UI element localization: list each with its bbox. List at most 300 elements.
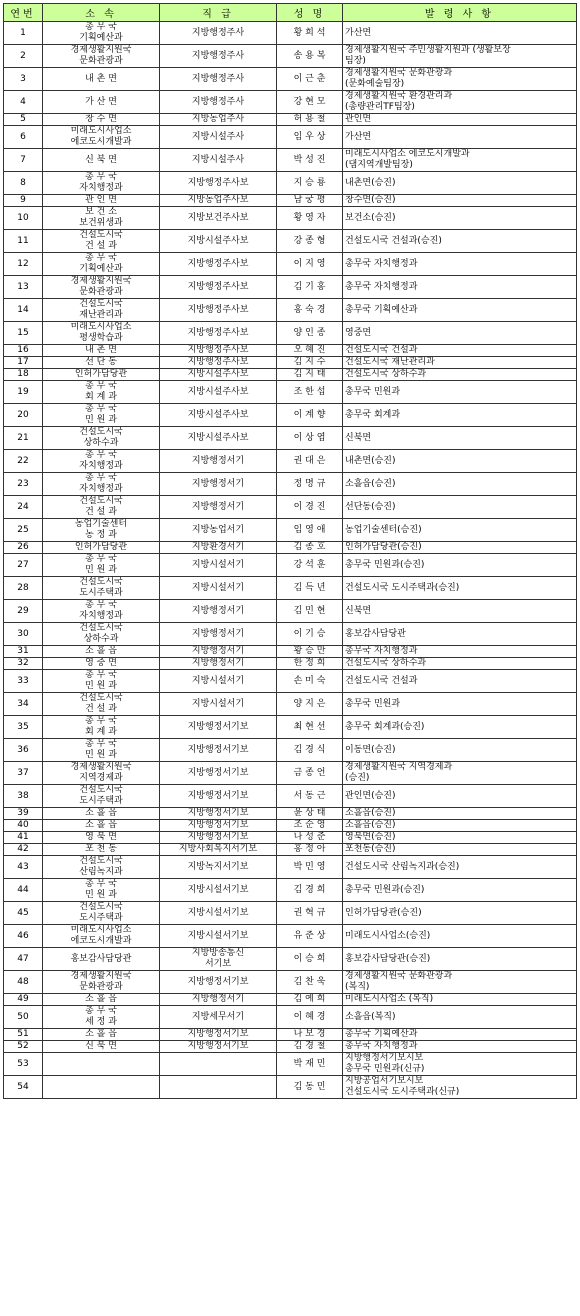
row-name: 김 지 수 (277, 357, 343, 369)
row-order: 소흘읍(승진) (343, 808, 577, 820)
row-department: 경제생활지원국 지역경제과 (43, 762, 160, 785)
row-order: 총무국 자치행정과 (343, 276, 577, 299)
header-row (4, 4, 577, 22)
table-row (4, 114, 577, 126)
row-department: 신 북 면 (43, 149, 160, 172)
row-order: 건설도시국 건설과 (343, 345, 577, 357)
row-number: 14 (4, 299, 43, 322)
row-rank: 지방농업주사보 (160, 195, 277, 207)
row-number: 3 (4, 68, 43, 91)
row-number: 45 (4, 902, 43, 925)
row-department: 경제생활지원국 문화관광과 (43, 276, 160, 299)
table-body (4, 22, 577, 1099)
row-department: 총 무 국 세 정 과 (43, 1006, 160, 1029)
row-rank: 지방시설주사보 (160, 381, 277, 404)
row-rank: 지방시설주사보 (160, 230, 277, 253)
row-name: 금 종 언 (277, 762, 343, 785)
row-order: 미래도시사업소 에코도시개발과 (댐지역개발팀장) (343, 149, 577, 172)
table-row (4, 948, 577, 971)
row-name: 강 현 모 (277, 91, 343, 114)
row-number: 31 (4, 646, 43, 658)
row-number: 24 (4, 496, 43, 519)
row-number: 44 (4, 879, 43, 902)
row-rank: 지방시설서기보 (160, 902, 277, 925)
row-department: 건설도시국 도시주택과 (43, 902, 160, 925)
row-order: 경제생활지원국 문화관광과 (문화예술팀장) (343, 68, 577, 91)
row-rank: 지방행정서기보 (160, 820, 277, 832)
row-rank: 지방행정주사보 (160, 276, 277, 299)
row-name: 황 승 만 (277, 646, 343, 658)
row-order: 건설도시국 건설과 (343, 670, 577, 693)
table-row (4, 658, 577, 670)
row-rank: 지방행정서기 (160, 658, 277, 670)
row-department: 소 흘 읍 (43, 646, 160, 658)
table-row (4, 971, 577, 994)
table-row (4, 577, 577, 600)
row-number: 23 (4, 473, 43, 496)
row-rank: 지방행정주사 (160, 45, 277, 68)
table-row (4, 820, 577, 832)
row-rank: 지방시설주사 (160, 149, 277, 172)
row-rank: 지방행정서기보 (160, 716, 277, 739)
row-order: 경제생활지원국 주민생활지원과 (생활보장 팀장) (343, 45, 577, 68)
col-header-department: 소 속 (43, 4, 160, 22)
table-row (4, 299, 577, 322)
row-number: 18 (4, 369, 43, 381)
row-order: 지방공업서기보시보 건설도시국 도시주택과(신규) (343, 1076, 577, 1099)
row-rank: 지방행정서기보 (160, 1029, 277, 1041)
row-rank: 지방녹지서기보 (160, 856, 277, 879)
row-number: 8 (4, 172, 43, 195)
row-department: 건설도시국 건 설 과 (43, 693, 160, 716)
table-row (4, 623, 577, 646)
row-department: 내 촌 면 (43, 345, 160, 357)
row-number: 28 (4, 577, 43, 600)
row-name: 양 지 은 (277, 693, 343, 716)
row-department: 총 무 국 민 원 과 (43, 404, 160, 427)
row-number: 37 (4, 762, 43, 785)
row-department (43, 1053, 160, 1076)
row-order: 관인면 (343, 114, 577, 126)
table-row (4, 739, 577, 762)
row-name: 김 찬 욱 (277, 971, 343, 994)
row-order: 소흘읍(승진) (343, 820, 577, 832)
row-name: 김 경 식 (277, 739, 343, 762)
row-order: 총무국 회계과(승진) (343, 716, 577, 739)
row-department: 신 북 면 (43, 1041, 160, 1053)
row-department: 총 무 국 기획예산과 (43, 22, 160, 45)
row-order: 농업기술센터(승진) (343, 519, 577, 542)
table-row (4, 195, 577, 207)
row-rank: 지방시설주사보 (160, 404, 277, 427)
row-department: 내 촌 면 (43, 68, 160, 91)
row-number: 21 (4, 427, 43, 450)
row-department: 총 무 국 민 원 과 (43, 554, 160, 577)
row-rank: 지방행정서기 (160, 496, 277, 519)
table-row (4, 1029, 577, 1041)
personnel-table (3, 3, 577, 1099)
row-name: 송 용 복 (277, 45, 343, 68)
row-number: 26 (4, 542, 43, 554)
row-number: 34 (4, 693, 43, 716)
row-rank: 지방행정주사보 (160, 322, 277, 345)
row-rank: 지방행정서기 (160, 473, 277, 496)
table-row (4, 519, 577, 542)
row-department: 인허가담당관 (43, 542, 160, 554)
table-row (4, 345, 577, 357)
row-rank: 지방사회복지서기보 (160, 844, 277, 856)
row-rank: 지방시설서기 (160, 554, 277, 577)
row-rank: 지방시설주사 (160, 126, 277, 149)
row-order: 총무국 자치행정과 (343, 646, 577, 658)
row-rank: 지방행정주사 (160, 68, 277, 91)
row-department: 건설도시국 상하수과 (43, 623, 160, 646)
row-rank: 지방행정서기 (160, 450, 277, 473)
row-name: 이 계 향 (277, 404, 343, 427)
row-department: 홍보감사담당관 (43, 948, 160, 971)
row-department: 포 천 동 (43, 844, 160, 856)
table-row (4, 785, 577, 808)
table-row (4, 149, 577, 172)
table-row (4, 404, 577, 427)
row-department: 경제생활지원국 문화관광과 (43, 45, 160, 68)
row-name: 김 득 년 (277, 577, 343, 600)
row-department: 소 흘 읍 (43, 994, 160, 1006)
row-order: 건설도시국 재난관리과 (343, 357, 577, 369)
row-number: 35 (4, 716, 43, 739)
row-order: 홍보감사담당관(승진) (343, 948, 577, 971)
table-row (4, 473, 577, 496)
row-number: 9 (4, 195, 43, 207)
row-department: 총 무 국 민 원 과 (43, 670, 160, 693)
row-number: 15 (4, 322, 43, 345)
row-name: 손 미 숙 (277, 670, 343, 693)
row-department: 총 무 국 민 원 과 (43, 879, 160, 902)
table-row (4, 276, 577, 299)
row-rank: 지방시설주사보 (160, 369, 277, 381)
row-name: 한 정 희 (277, 658, 343, 670)
row-rank: 지방행정서기보 (160, 1041, 277, 1053)
table-row (4, 172, 577, 195)
table-row (4, 126, 577, 149)
row-number: 30 (4, 623, 43, 646)
table-row (4, 1041, 577, 1053)
row-rank: 지방행정주사 (160, 22, 277, 45)
row-department: 경제생활지원국 문화관광과 (43, 971, 160, 994)
table-row (4, 207, 577, 230)
row-rank: 지방농업주사 (160, 114, 277, 126)
row-number: 7 (4, 149, 43, 172)
row-rank (160, 1053, 277, 1076)
row-name: 김 경 희 (277, 879, 343, 902)
row-rank: 지방행정서기 (160, 623, 277, 646)
row-department: 창 수 면 (43, 114, 160, 126)
row-name: 황 희 석 (277, 22, 343, 45)
row-rank: 지방보건주사보 (160, 207, 277, 230)
row-number: 42 (4, 844, 43, 856)
row-order: 내촌면(승진) (343, 450, 577, 473)
table-row (4, 1076, 577, 1099)
row-rank: 지방행정서기보 (160, 739, 277, 762)
table-row (4, 646, 577, 658)
row-number: 2 (4, 45, 43, 68)
table-row (4, 844, 577, 856)
row-name: 나 보 경 (277, 1029, 343, 1041)
table-row (4, 68, 577, 91)
row-name: 김 종 호 (277, 542, 343, 554)
row-number: 41 (4, 832, 43, 844)
row-name: 조 한 섭 (277, 381, 343, 404)
row-order: 가산면 (343, 22, 577, 45)
row-number: 27 (4, 554, 43, 577)
row-order: 신북면 (343, 427, 577, 450)
row-rank: 지방행정주사 (160, 91, 277, 114)
row-name: 권 대 은 (277, 450, 343, 473)
table-row (4, 716, 577, 739)
row-rank: 지방방송통신 서기보 (160, 948, 277, 971)
row-order: 경제생활지원국 문화관광과 (복직) (343, 971, 577, 994)
row-rank: 지방행정주사보 (160, 299, 277, 322)
row-department: 농업기술센터 농 정 과 (43, 519, 160, 542)
row-name: 권 혁 규 (277, 902, 343, 925)
table-row (4, 496, 577, 519)
row-order: 총무국 자치행정과 (343, 1041, 577, 1053)
row-order: 소흘읍(복직) (343, 1006, 577, 1029)
row-number: 13 (4, 276, 43, 299)
row-name: 김 지 태 (277, 369, 343, 381)
row-department: 선 단 동 (43, 357, 160, 369)
row-department: 총 무 국 기획예산과 (43, 253, 160, 276)
row-order: 총무국 기획예산과 (343, 1029, 577, 1041)
row-rank: 지방행정서기보 (160, 785, 277, 808)
row-department: 보 건 소 보건위생과 (43, 207, 160, 230)
row-number: 17 (4, 357, 43, 369)
row-name: 김 기 홍 (277, 276, 343, 299)
row-name: 이 경 진 (277, 496, 343, 519)
col-header-number: 연번 (4, 4, 43, 22)
table-row (4, 693, 577, 716)
row-department: 건설도시국 건 설 과 (43, 496, 160, 519)
row-order: 영북면(승진) (343, 832, 577, 844)
row-rank: 지방환경서기 (160, 542, 277, 554)
row-number: 1 (4, 22, 43, 45)
row-number: 36 (4, 739, 43, 762)
row-name: 서 동 근 (277, 785, 343, 808)
row-department: 건설도시국 산림녹지과 (43, 856, 160, 879)
row-name: 이 기 승 (277, 623, 343, 646)
table-row (4, 994, 577, 1006)
table-row (4, 925, 577, 948)
row-order: 포천동(승진) (343, 844, 577, 856)
row-rank: 지방행정주사보 (160, 253, 277, 276)
row-name: 김 민 현 (277, 600, 343, 623)
table-row (4, 427, 577, 450)
row-order: 건설도시국 상하수과 (343, 658, 577, 670)
row-department: 소 흘 읍 (43, 1029, 160, 1041)
row-rank: 지방행정서기 (160, 600, 277, 623)
row-order: 가산면 (343, 126, 577, 149)
row-name: 허 용 철 (277, 114, 343, 126)
row-name: 박 재 민 (277, 1053, 343, 1076)
row-number: 50 (4, 1006, 43, 1029)
row-rank: 지방행정서기 (160, 646, 277, 658)
col-header-rank: 직 급 (160, 4, 277, 22)
row-name: 이 혜 경 (277, 1006, 343, 1029)
row-number: 12 (4, 253, 43, 276)
row-name: 최 현 선 (277, 716, 343, 739)
row-order: 건설도시국 건설과(승진) (343, 230, 577, 253)
row-department: 총 무 국 회 계 과 (43, 716, 160, 739)
row-rank: 지방농업서기 (160, 519, 277, 542)
row-order: 영중면 (343, 322, 577, 345)
row-name: 임 우 상 (277, 126, 343, 149)
table-row (4, 322, 577, 345)
table-row (4, 600, 577, 623)
table-row (4, 253, 577, 276)
row-name: 이 지 영 (277, 253, 343, 276)
row-rank: 지방행정서기보 (160, 808, 277, 820)
row-order: 인허가담당관(승진) (343, 542, 577, 554)
row-rank: 지방시설서기 (160, 670, 277, 693)
row-name: 정 명 규 (277, 473, 343, 496)
row-name: 김 경 철 (277, 1041, 343, 1053)
row-number: 51 (4, 1029, 43, 1041)
table-row (4, 1053, 577, 1076)
row-rank: 지방행정서기보 (160, 832, 277, 844)
row-name: 나 성 준 (277, 832, 343, 844)
row-department: 소 흘 읍 (43, 820, 160, 832)
row-department: 총 무 국 자치행정과 (43, 473, 160, 496)
row-rank: 지방세무서기 (160, 1006, 277, 1029)
row-number: 20 (4, 404, 43, 427)
row-department: 건설도시국 재난관리과 (43, 299, 160, 322)
row-number: 53 (4, 1053, 43, 1076)
table-row (4, 230, 577, 253)
row-name: 강 종 형 (277, 230, 343, 253)
row-department: 미래도시사업소 에코도시개발과 (43, 126, 160, 149)
row-name: 이 상 엽 (277, 427, 343, 450)
row-department: 미래도시사업소 에코도시개발과 (43, 925, 160, 948)
row-number: 25 (4, 519, 43, 542)
row-number: 16 (4, 345, 43, 357)
row-order: 신북면 (343, 600, 577, 623)
row-order: 보건소(승진) (343, 207, 577, 230)
row-number: 43 (4, 856, 43, 879)
col-header-order: 발 령 사 항 (343, 4, 577, 22)
row-department: 가 산 면 (43, 91, 160, 114)
row-name: 임 영 애 (277, 519, 343, 542)
row-rank: 지방시설주사보 (160, 427, 277, 450)
row-order: 총무국 자치행정과 (343, 253, 577, 276)
table-row (4, 357, 577, 369)
row-name: 김 예 희 (277, 994, 343, 1006)
row-rank: 지방행정서기 (160, 994, 277, 1006)
row-order: 총무국 민원과 (343, 381, 577, 404)
table-row (4, 450, 577, 473)
row-order: 경제생활지원국 환경관리과 (총량관리TF팀장) (343, 91, 577, 114)
row-number: 29 (4, 600, 43, 623)
row-number: 40 (4, 820, 43, 832)
row-order: 건설도시국 도시주택과(승진) (343, 577, 577, 600)
row-order: 홍보감사담당관 (343, 623, 577, 646)
row-department: 건설도시국 도시주택과 (43, 577, 160, 600)
table-row (4, 381, 577, 404)
row-name: 오 혜 진 (277, 345, 343, 357)
row-department: 영 북 면 (43, 832, 160, 844)
row-number: 5 (4, 114, 43, 126)
row-order: 관인면(승진) (343, 785, 577, 808)
row-number: 32 (4, 658, 43, 670)
row-number: 4 (4, 91, 43, 114)
table-row (4, 22, 577, 45)
row-order: 소흘읍(승진) (343, 473, 577, 496)
row-name: 황 영 자 (277, 207, 343, 230)
row-order: 이동면(승진) (343, 739, 577, 762)
row-name: 홍 정 아 (277, 844, 343, 856)
row-rank: 지방행정주사보 (160, 172, 277, 195)
row-number: 54 (4, 1076, 43, 1099)
row-number: 19 (4, 381, 43, 404)
row-department: 건설도시국 도시주택과 (43, 785, 160, 808)
row-name: 양 인 종 (277, 322, 343, 345)
table-row (4, 45, 577, 68)
row-order: 미래도시사업소(승진) (343, 925, 577, 948)
table-row (4, 808, 577, 820)
table-row (4, 554, 577, 577)
table-row (4, 832, 577, 844)
row-name: 이 승 희 (277, 948, 343, 971)
row-rank: 지방행정서기보 (160, 762, 277, 785)
row-rank: 지방행정서기보 (160, 971, 277, 994)
row-order: 인허가담당관(승진) (343, 902, 577, 925)
row-order: 총무국 민원과 (343, 693, 577, 716)
row-number: 10 (4, 207, 43, 230)
row-number: 52 (4, 1041, 43, 1053)
row-name: 윤 상 태 (277, 808, 343, 820)
row-name: 홍 숙 경 (277, 299, 343, 322)
row-order: 총무국 회계과 (343, 404, 577, 427)
table-row (4, 902, 577, 925)
row-department: 소 흘 읍 (43, 808, 160, 820)
row-order: 총무국 민원과(승진) (343, 554, 577, 577)
row-rank: 지방행정주사보 (160, 345, 277, 357)
row-department: 영 중 면 (43, 658, 160, 670)
row-rank: 지방시설서기 (160, 693, 277, 716)
row-name: 유 준 상 (277, 925, 343, 948)
row-order: 내촌면(승진) (343, 172, 577, 195)
row-number: 49 (4, 994, 43, 1006)
table-row (4, 856, 577, 879)
row-department: 총 무 국 자치행정과 (43, 450, 160, 473)
table-row (4, 762, 577, 785)
row-number: 11 (4, 230, 43, 253)
row-department: 건설도시국 상하수과 (43, 427, 160, 450)
row-name: 조 순 영 (277, 820, 343, 832)
table-row (4, 670, 577, 693)
table-row (4, 91, 577, 114)
row-number: 46 (4, 925, 43, 948)
row-rank: 지방시설서기 (160, 577, 277, 600)
table-row (4, 542, 577, 554)
row-order: 창수면(승진) (343, 195, 577, 207)
row-number: 39 (4, 808, 43, 820)
row-department: 미래도시사업소 평생학습과 (43, 322, 160, 345)
row-department (43, 1076, 160, 1099)
row-department: 총 무 국 자치행정과 (43, 172, 160, 195)
row-order: 경제생활지원국 지역경제과 (승진) (343, 762, 577, 785)
row-number: 6 (4, 126, 43, 149)
row-rank: 지방행정주사보 (160, 357, 277, 369)
